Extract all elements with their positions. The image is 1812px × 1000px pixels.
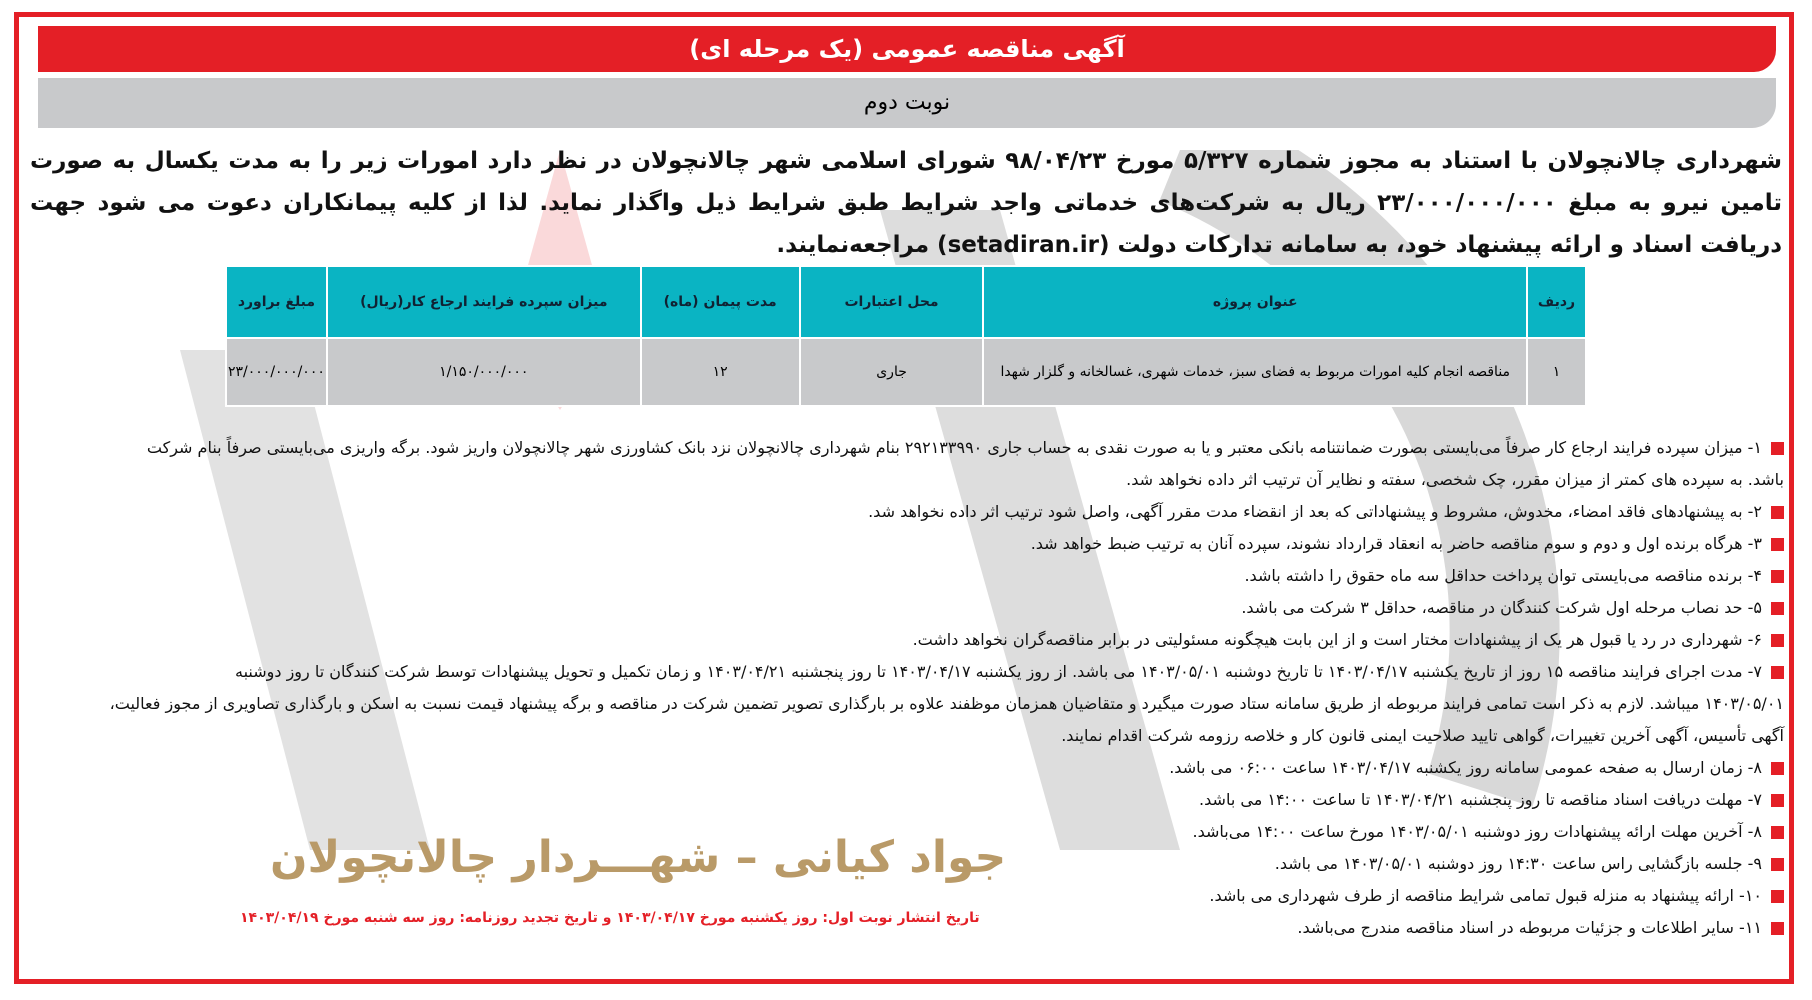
table-row (226, 338, 1586, 406)
col-estimate: مبلغ براورد (226, 266, 327, 338)
term-item: باشد. به سپرده های کمتر از میزان مقرر، چک شخصی، سفته و نظایر آن ترتیب اثر داده نخواهد شد. (1126, 470, 1784, 489)
intro-paragraph: شهرداری چالانچولان با استناد به مجوز شماره ۵/۳۲۷ مورخ ۹۸/۰۴/۲۳ شورای اسلامی شهر چالانچولان در نظر دارد امورات زیر را به مدت یکسال به صورت تامین نیرو به مبلغ ۲۳/۰۰۰/۰۰۰/۰۰۰ ریال به شرکت‌های خدماتی واجد شرایط طبق شرایط ذیل واگذار نماید. لذا از کلیه پیمانکاران دعوت می شود جهت دریافت اسناد و ارائه پیشنهاد خود، به سامانه تدارکات دولت (setadiran.ir) مراجعه‌نمایند. (30, 148, 1782, 258)
cell-deposit: ۱/۱۵۰/۰۰۰/۰۰۰ (327, 338, 641, 406)
term-item: ۵- حد نصاب مرحله اول شرکت کنندگان در مناقصه، حداقل ۳ شرکت می باشد. (24, 592, 1784, 624)
term-item: ۳- هرگاه برنده اول و دوم و سوم مناقصه حاضر به انعقاد قرارداد نشوند، سپرده آنان به ترتیب ضبط خواهد شد. (24, 528, 1784, 560)
cell-duration: ۱۲ (641, 338, 800, 406)
publish-dates: تاریخ انتشار نوبت اول: روز یکشنبه مورخ ۱۴۰۳/۰۴/۱۷ و تاریخ تجدید روزنامه: روز سه شنبه مورخ ۱۴۰۳/۰۴/۱۹ (240, 910, 980, 926)
notice-round: نوبت دوم (38, 78, 1776, 128)
col-project-title: عنوان پروژه (983, 266, 1527, 338)
cell-estimate: ۲۳/۰۰۰/۰۰۰/۰۰۰ (226, 338, 327, 406)
term-item: ۱۱- سایر اطلاعات و جزئیات مربوطه در اسناد مناقصه مندرج می‌باشد. (24, 912, 1784, 944)
term-item: ۴- برنده مناقصه می‌بایستی توان پرداخت حداقل سه ماه حقوق را داشته باشد. (24, 560, 1784, 592)
cell-funding: جاری (800, 338, 984, 406)
term-item: ۸- آخرین مهلت ارائه پیشنهادات روز دوشنبه ۱۴۰۳/۰۵/۰۱ مورخ ساعت ۱۴:۰۰ می‌باشد. (24, 816, 1784, 848)
col-deposit: میزان سپرده فرایند ارجاع کار(ریال) (327, 266, 641, 338)
col-row: ردیف (1527, 266, 1586, 338)
col-funding: محل اعتبارات (800, 266, 984, 338)
project-table (225, 265, 1587, 407)
term-item: ۱- میزان سپرده فرایند ارجاع کار صرفاً می‌بایستی بصورت ضمانتنامه بانکی معتبر و یا به صورت نقدی به حساب جاری ۲۹۲۱۳۳۹۹۰ بنام شهرداری چالانچولان نزد بانک کشاورزی شهر چالانچولان واریز شود. برگه واریزی می‌بایستی صرفاً بنام شرکت (24, 432, 1784, 464)
table-header-row (226, 266, 1586, 338)
term-item: آگهی تأسیس، آگهی آخرین تغییرات، گواهی تایید صلاحیت ایمنی قانون کار و خلاصه رزومه شرکت اقدام نمایند. (1061, 726, 1784, 745)
term-item: ۷- مهلت دریافت اسناد مناقصه تا روز پنجشنبه ۱۴۰۳/۰۴/۲۱ تا ساعت ۱۴:۰۰ می باشد. (24, 784, 1784, 816)
term-item: ۲- به پیشنهادهای فاقد امضاء، مخدوش، مشروط و پیشنهاداتی که بعد از انقضاء مدت مقرر آگهی، واصل شود ترتیب اثر داده نخواهد شد. (24, 496, 1784, 528)
term-item: ۹- جلسه بازگشایی راس ساعت ۱۴:۳۰ روز دوشنبه ۱۴۰۳/۰۵/۰۱ می باشد. (24, 848, 1784, 880)
term-item: ۱۰- ارائه پیشنهاد به منزله قبول تمامی شرایط مناقصه از طرف شهرداری می باشد. (24, 880, 1784, 912)
term-item: ۱۴۰۳/۰۵/۰۱ میباشد. لازم به ذکر است تمامی فرایند مربوطه از طریق سامانه ستاد صورت میگیرد و متقاضیان همزمان موظفند علاوه بر بارگذاری تصویر تضمین شرکت در مناقصه و برگه پیشنهاد قیمت نسبت به اسکن و بارگذاری تصاویری از مجوز فعالیت، (109, 694, 1784, 713)
col-duration: مدت پیمان (ماه) (641, 266, 800, 338)
cell-project-title: مناقصه انجام کلیه امورات مربوط به فضای سبز، خدمات شهری، غسالخانه و گلزار شهدا (983, 338, 1527, 406)
notice-title: آگهی مناقصه عمومی (یک مرحله ای) (38, 26, 1776, 72)
cell-row: ۱ (1527, 338, 1586, 406)
term-item: ۸- زمان ارسال به صفحه عمومی سامانه روز یکشنبه ۱۴۰۳/۰۴/۱۷ ساعت ۰۶:۰۰ می باشد. (24, 752, 1784, 784)
term-item: ۷- مدت اجرای فرایند مناقصه ۱۵ روز از تاریخ یکشنبه ۱۴۰۳/۰۴/۱۷ تا تاریخ دوشنبه ۱۴۰۳/۰۵/۰۱ می باشد. از روز یکشنبه ۱۴۰۳/۰۴/۱۷ تا روز پنجشنبه ۱۴۰۳/۰۴/۲۱ و زمان تکمیل و تحویل پیشنهادات توسط شرکت کنندگان تا روز دوشنبه (24, 656, 1784, 688)
term-item: ۶- شهرداری در رد یا قبول هر یک از پیشنهادات مختار است و از این بابت هیچگونه مسئولیتی در برابر مناقصه‌گران نخواهد داشت. (24, 624, 1784, 656)
mayor-signature: جواد کیانی – شهـــردار چالانچولان (270, 832, 1007, 883)
